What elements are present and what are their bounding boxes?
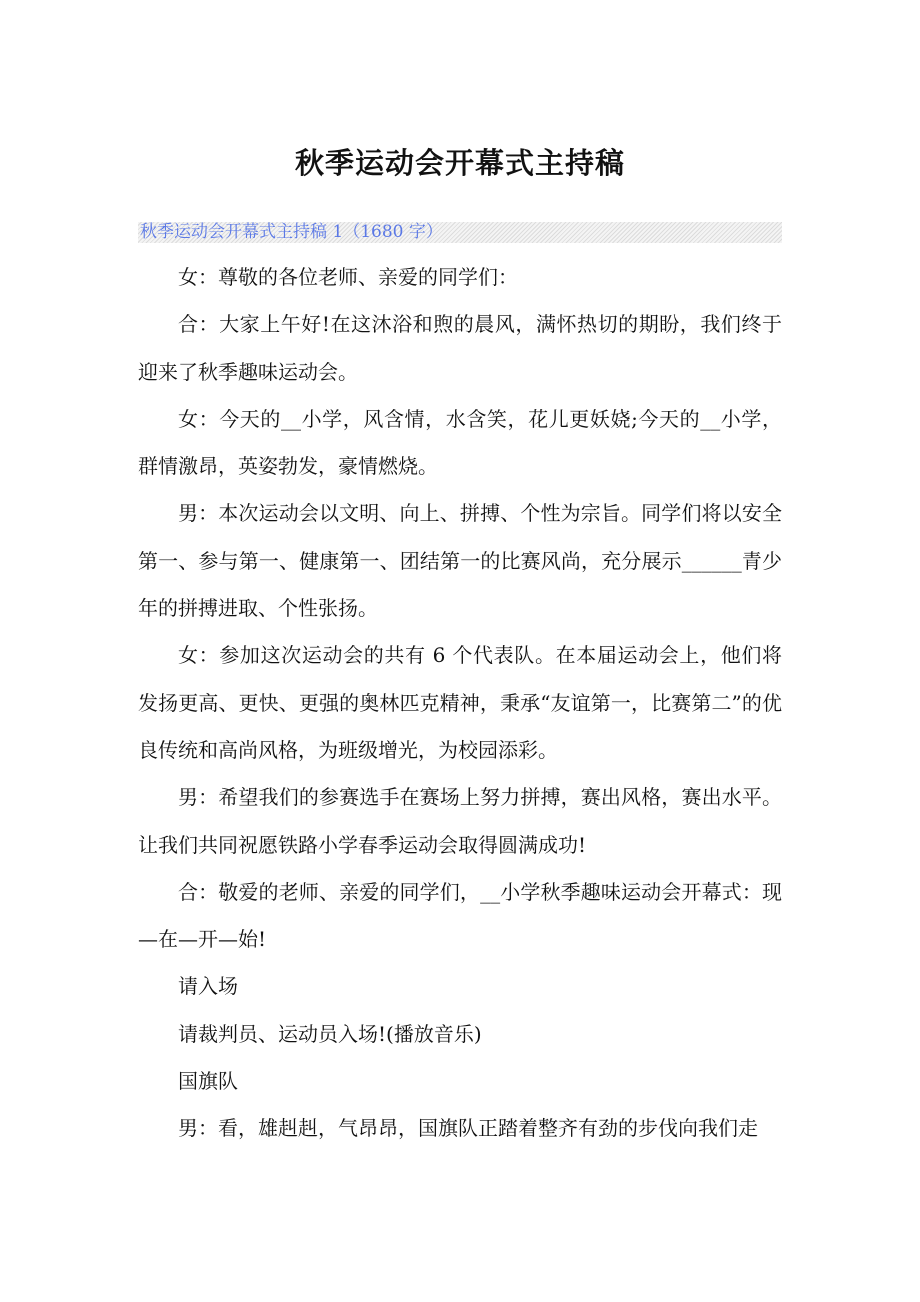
paragraph: 国旗队: [178, 1069, 238, 1094]
paragraph: 女：尊敬的各位老师、亲爱的同学们：: [178, 265, 518, 289]
paragraph: 男：希望我们的参赛选手在赛场上努力拼搏，赛出风格，赛出水平。让我们共同祝愿铁路小学春季运动会取得圆满成功!: [138, 785, 782, 857]
document-body: [138, 254, 782, 1153]
document-title: 秋季运动会开幕式主持稿: [294, 146, 625, 180]
paragraph: 男：本次运动会以文明、向上、拼搏、个性为宗旨。同学们将以安全第一、参与第一、健康第一、团结第一的比赛风尚，充分展示______青少年的拼搏进取、个性张扬。: [138, 501, 782, 621]
paragraph: 女：参加这次运动会的共有 6 个代表队。在本届运动会上，他们将发扬更高、更快、更强的奥林匹克精神，秉承“友谊第一，比赛第二”的优良传统和高尚风格，为班级增光，为校园添彩。: [138, 643, 782, 762]
section-heading: 秋季运动会开幕式主持稿 1（1680 字）: [138, 222, 782, 243]
paragraph: 女：今天的__小学，风含情，水含笑，花儿更妖娆;今天的__小学，群情激昂，英姿勃发，豪情燃烧。: [138, 406, 782, 479]
paragraph: 请裁判员、运动员入场!(播放音乐): [178, 1021, 482, 1046]
paragraph: 请入场: [178, 974, 238, 999]
paragraph: 合：大家上午好!在这沐浴和煦的晨风，满怀热切的期盼，我们终于迎来了秋季趣味运动会。: [138, 312, 782, 384]
paragraph: 合：敬爱的老师、亲爱的同学们，__小学秋季趣味运动会开幕式：现—在—开—始!: [138, 879, 782, 952]
paragraph: 男：看，雄赳赳，气昂昂，国旗队正踏着整齐有劲的步伐向我们走: [178, 1116, 758, 1141]
